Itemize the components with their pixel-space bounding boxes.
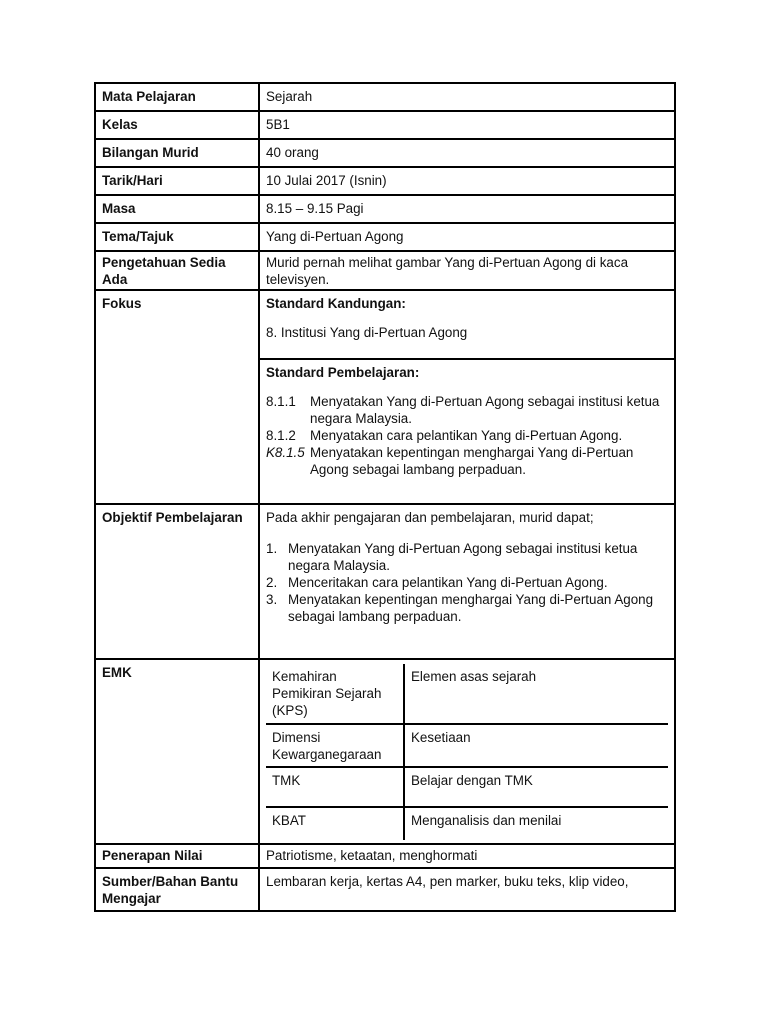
objektif-item-text: Menceritakan cara pelantikan Yang di-Pertuan Agong. (288, 575, 608, 590)
sp-item (266, 444, 668, 478)
standard-kandungan-heading: Standard Kandungan: (266, 296, 406, 311)
label-tarikh-hari: Tarik/Hari (95, 167, 259, 195)
value-mata-pelajaran: Sejarah (259, 83, 675, 111)
emk-row (266, 724, 668, 767)
sp-item-text: Menyatakan cara pelantikan Yang di-Pertuan Agong. (310, 428, 623, 443)
value-masa: 8.15 – 9.15 Pagi (259, 195, 675, 223)
value-tema-tajuk: Yang di-Pertuan Agong (259, 223, 675, 251)
value-penerapan: Patriotisme, ketaatan, menghormati (259, 844, 675, 868)
standard-kandungan-text: 8. Institusi Yang di-Pertuan Agong (266, 325, 468, 340)
value-pengetahuan: Murid pernah melihat gambar Yang di-Pertuan Agong di kaca televisyen. (259, 251, 675, 290)
objektif-intro: Pada akhir pengajaran dan pembelajaran, murid dapat; (266, 510, 594, 525)
label-masa: Masa (95, 195, 259, 223)
sp-item (266, 393, 668, 427)
sp-item-num: 8.1.2 (266, 428, 296, 443)
emk-row (266, 664, 668, 724)
row-bilangan-murid (95, 139, 675, 167)
emk-table (266, 664, 668, 840)
sp-item-num: K8.1.5 (266, 445, 305, 460)
objektif-item (266, 540, 668, 574)
objektif-item-text: Menyatakan kepentingan menghargai Yang di-Pertuan Agong sebagai lambang perpaduan. (288, 592, 654, 624)
objektif-item-num: 1. (266, 541, 278, 556)
value-kelas: 5B1 (259, 111, 675, 139)
emk-key: TMK (266, 767, 404, 807)
emk-value: Belajar dengan TMK (404, 767, 668, 807)
value-sumber: Lembaran kerja, kertas A4, pen marker, buku teks, klip video, (259, 868, 675, 911)
emk-row (266, 807, 668, 840)
objektif-item (266, 574, 668, 591)
emk-value: Menganalisis dan menilai (404, 807, 668, 840)
emk-key: Kemahiran Pemikiran Sejarah (KPS) (266, 664, 404, 724)
value-tarikh-hari: 10 Julai 2017 (Isnin) (259, 167, 675, 195)
emk-row (266, 767, 668, 807)
sp-item (266, 427, 668, 444)
objektif-item-num: 3. (266, 592, 278, 607)
row-emk (95, 659, 675, 844)
row-sumber (95, 868, 675, 911)
emk-cell (259, 659, 675, 844)
label-penerapan: Penerapan Nilai (95, 844, 259, 868)
row-pengetahuan (95, 251, 675, 290)
sp-item-num: 8.1.1 (266, 394, 296, 409)
row-tarikh-hari (95, 167, 675, 195)
row-objektif (95, 504, 675, 659)
label-objektif: Objektif Pembelajaran (95, 504, 259, 659)
lesson-plan-table (94, 82, 676, 912)
objektif-item-text: Menyatakan Yang di-Pertuan Agong sebagai institusi ketua negara Malaysia. (288, 541, 638, 573)
objektif-cell (259, 504, 675, 659)
sp-item-text: Menyatakan Yang di-Pertuan Agong sebagai institusi ketua negara Malaysia. (310, 394, 660, 426)
row-kelas (95, 111, 675, 139)
standard-pembelajaran-heading: Standard Pembelajaran: (266, 365, 420, 380)
objektif-item (266, 591, 668, 625)
label-sumber: Sumber/Bahan Bantu Mengajar (95, 868, 259, 911)
emk-value: Elemen asas sejarah (404, 664, 668, 724)
label-fokus: Fokus (95, 290, 259, 504)
label-pengetahuan: Pengetahuan Sedia Ada (95, 251, 259, 290)
value-bilangan-murid: 40 orang (259, 139, 675, 167)
label-bilangan-murid: Bilangan Murid (95, 139, 259, 167)
row-fokus-sk (95, 290, 675, 359)
row-tema-tajuk (95, 223, 675, 251)
label-kelas: Kelas (95, 111, 259, 139)
objektif-item-num: 2. (266, 575, 278, 590)
emk-key: KBAT (266, 807, 404, 840)
row-mata-pelajaran (95, 83, 675, 111)
objektif-list (266, 540, 668, 625)
standard-kandungan-cell (259, 290, 675, 359)
standard-pembelajaran-cell (259, 359, 675, 504)
row-masa (95, 195, 675, 223)
emk-value: Kesetiaan (404, 724, 668, 767)
label-tema-tajuk: Tema/Tajuk (95, 223, 259, 251)
row-penerapan (95, 844, 675, 868)
emk-key: Dimensi Kewarganegaraan (266, 724, 404, 767)
sp-item-text: Menyatakan kepentingan menghargai Yang di-Pertuan Agong sebagai lambang perpaduan. (310, 445, 634, 477)
label-emk: EMK (95, 659, 259, 844)
label-mata-pelajaran: Mata Pelajaran (95, 83, 259, 111)
